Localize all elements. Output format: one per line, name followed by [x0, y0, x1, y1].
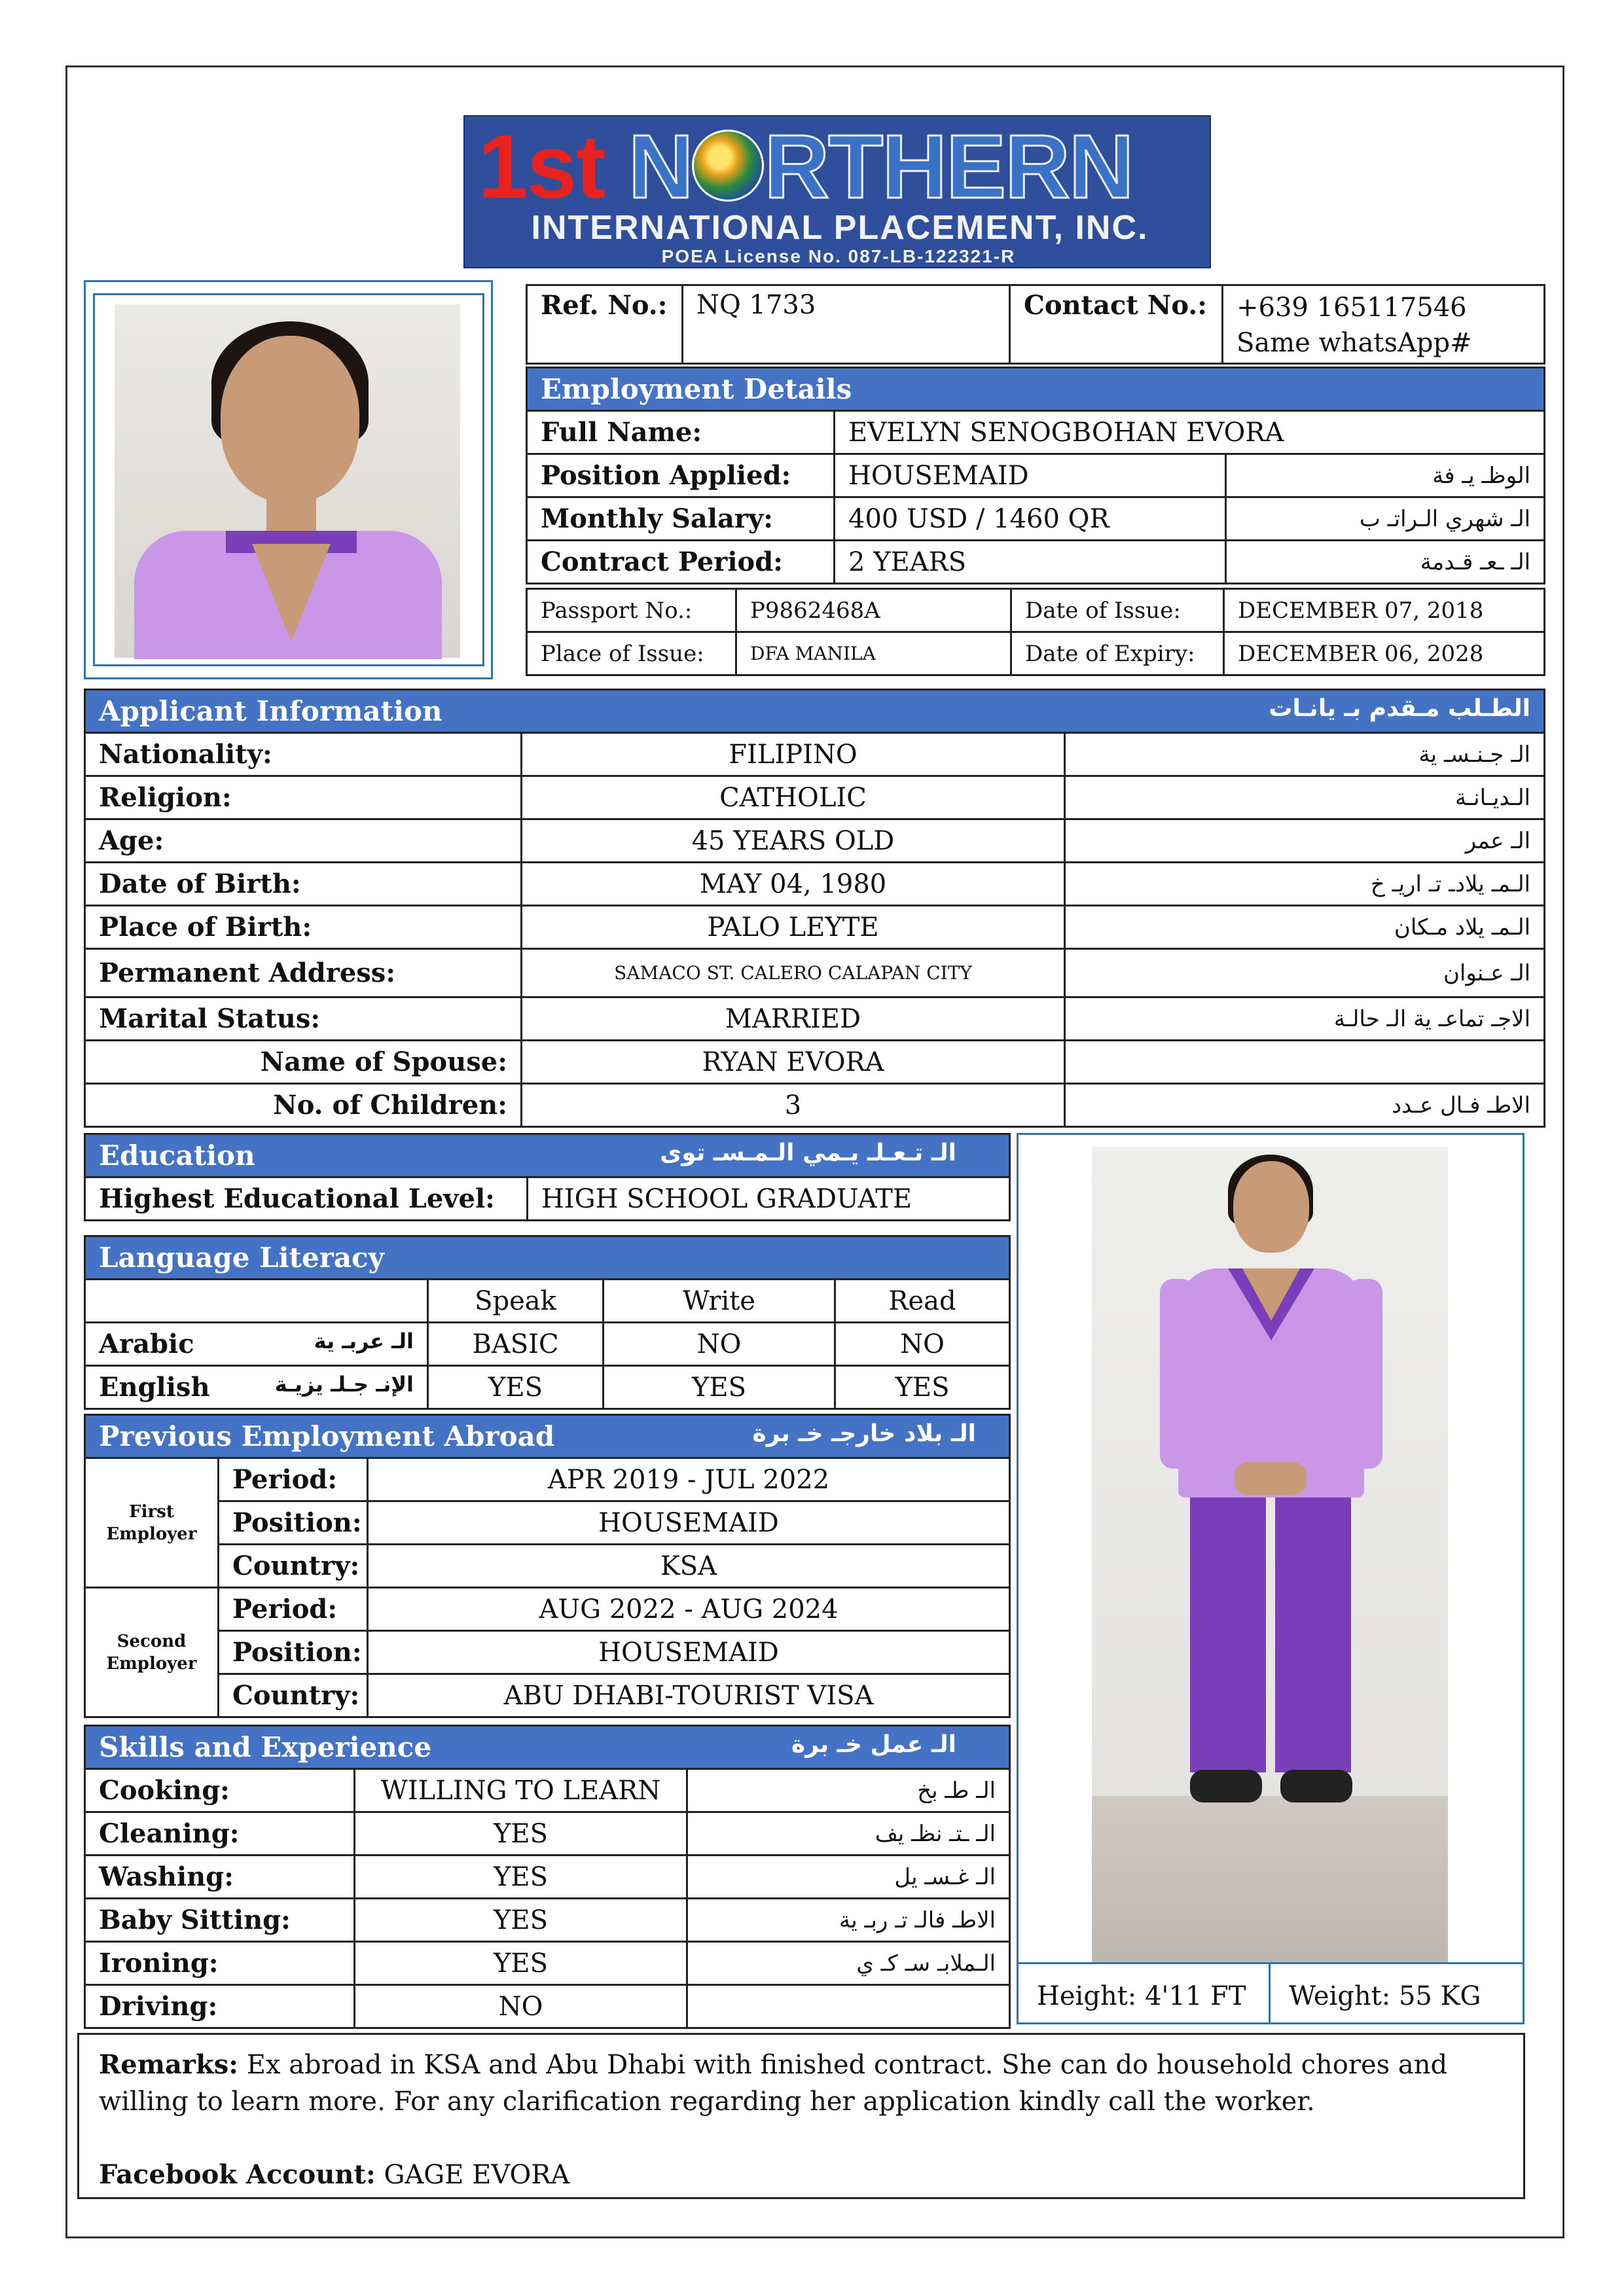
applicant-header-arabic: الطـلب مـقدم بـ يانـات: [1269, 695, 1531, 722]
facebook-value: GAGE EVORA: [384, 2160, 570, 2190]
measures-row: [1019, 1962, 1523, 2024]
expiry-date-value: DECEMBER 06, 2028: [1224, 632, 1545, 675]
employer-field-label: Period:: [219, 1588, 368, 1631]
education-header-arabic: الـ تـعـلـ يـمي الـمـسـ توى: [660, 1139, 957, 1166]
employment-header: Employment Details: [527, 368, 1545, 411]
employer-row: [85, 1458, 1010, 1501]
applicant-row: [85, 997, 1545, 1041]
applicant-row: [85, 863, 1545, 906]
skill-value: YES: [355, 1942, 687, 1985]
applicant-row: [85, 906, 1545, 949]
logo-n: N: [628, 117, 693, 217]
previous-header: Previous Employment Abroad الـ بلاد خارجـ خـ برة: [85, 1415, 1010, 1458]
applicant-value: CATHOLIC: [522, 776, 1065, 819]
employer-field-value: HOUSEMAID: [368, 1501, 1010, 1545]
ref-label: Ref. No.:: [527, 285, 683, 364]
logo-rthern: RTHERN: [764, 117, 1133, 217]
employer-row: [85, 1588, 1010, 1631]
applicant-label: Marital Status:: [85, 997, 522, 1041]
language-table: [84, 1235, 1011, 1410]
portrait-photo: [93, 293, 484, 666]
employer-field-label: Position:: [219, 1501, 368, 1545]
applicant-label: Place of Birth:: [85, 906, 522, 949]
employer-field-label: Period:: [219, 1458, 368, 1501]
employer-field-label: Position:: [219, 1631, 368, 1674]
skill-arabic: الاطـ فالـ تـ ربـ ية: [687, 1899, 1010, 1942]
skill-row: [85, 1942, 1010, 1985]
skill-row: [85, 1769, 1010, 1812]
skill-label: Ironing:: [85, 1942, 355, 1985]
employer-field-value: APR 2019 - JUL 2022: [368, 1458, 1010, 1501]
skill-arabic: الـملابـ سـ كـ ي: [687, 1942, 1010, 1985]
applicant-row: [85, 776, 1545, 819]
expiry-date-label: Date of Expiry:: [1011, 632, 1224, 675]
employer-row: [85, 1501, 1010, 1545]
skill-value: WILLING TO LEARN: [355, 1769, 687, 1812]
logo-1st: 1st: [478, 117, 605, 217]
skill-arabic: الـ غـسـ يل: [687, 1856, 1010, 1899]
facebook-label: Facebook Account:: [99, 2159, 376, 2190]
applicant-arabic: الـ عمر: [1065, 819, 1545, 863]
language-value: YES: [428, 1366, 604, 1409]
position-label: Position Applied:: [527, 454, 835, 497]
passport-table: [526, 588, 1545, 676]
employer-row: [85, 1674, 1010, 1717]
language-header: Language Literacy: [85, 1236, 1010, 1280]
remarks-label: Remarks:: [99, 2049, 239, 2080]
applicant-value: MARRIED: [522, 997, 1065, 1041]
spouse-arabic: [1065, 1041, 1545, 1084]
salary-arabic: الـ شهري الـراتـ ب: [1226, 497, 1545, 541]
applicant-value: SAMACO ST. CALERO CALAPAN CITY: [522, 949, 1065, 997]
employer-row: [85, 1631, 1010, 1674]
contract-value: 2 YEARS: [835, 541, 1226, 584]
applicant-value: FILIPINO: [522, 733, 1065, 776]
language-value: YES: [835, 1366, 1010, 1409]
logo-subtitle: INTERNATIONAL PLACEMENT, INC.: [531, 209, 1149, 247]
applicant-arabic: الـمـ يلاد مـكان: [1065, 906, 1545, 949]
previous-employment-table: [84, 1414, 1011, 1718]
applicant-value: 45 YEARS OLD: [522, 819, 1065, 863]
remarks-box: [77, 2033, 1525, 2199]
language-label: [85, 1323, 428, 1366]
applicant-label: Nationality:: [85, 733, 522, 776]
skill-label: Cleaning:: [85, 1812, 355, 1856]
language-value: YES: [604, 1366, 835, 1409]
education-header: Education الـ تـعـلـ يـمي الـمـسـ توى: [85, 1134, 1010, 1177]
skill-value: YES: [355, 1812, 687, 1856]
applicant-header: Applicant Information الطـلب مـقدم بـ يانـات: [85, 690, 1545, 733]
skill-value: YES: [355, 1899, 687, 1942]
employer-field-value: ABU DHABI-TOURIST VISA: [368, 1674, 1010, 1717]
children-arabic: الاطـ فـال عـدد: [1065, 1084, 1545, 1127]
ref-table: [526, 284, 1545, 365]
applicant-value: MAY 04, 1980: [522, 863, 1065, 906]
language-name: English: [99, 1372, 210, 1403]
remarks-text: Ex abroad in KSA and Abu Dhabi with finished contract. She can do household chores and willing to learn more. For any clarification regarding her application kindly call the worker.: [99, 2050, 1448, 2117]
applicant-label: Permanent Address:: [85, 949, 522, 997]
applicant-label: Age:: [85, 819, 522, 863]
spouse-label: Name of Spouse:: [85, 1041, 522, 1084]
skill-label: Washing:: [85, 1856, 355, 1899]
salary-label: Monthly Salary:: [527, 497, 835, 541]
employer-title: First Employer: [85, 1458, 219, 1588]
issue-place-value: DFA MANILA: [736, 632, 1011, 675]
language-value: NO: [835, 1323, 1010, 1366]
contact-label: Contact No.:: [1010, 285, 1223, 364]
skill-arabic: الـ ـتـ نظـ يف: [687, 1812, 1010, 1856]
contract-arabic: الـ ـعـ قـدمة: [1226, 541, 1545, 584]
height-value: Height: 4'11 FT: [1019, 1964, 1271, 2024]
language-value: BASIC: [428, 1323, 604, 1366]
language-name: Arabic: [99, 1329, 194, 1359]
skill-label: Cooking:: [85, 1769, 355, 1812]
skill-arabic: [687, 1985, 1010, 2028]
company-logo: [463, 115, 1211, 268]
col-write: Write: [604, 1280, 835, 1323]
salary-value: 400 USD / 1460 QR: [835, 497, 1226, 541]
full-name-label: Full Name:: [527, 411, 835, 454]
passport-no-value: P9862468A: [736, 589, 1011, 632]
language-label: [85, 1366, 428, 1409]
logo-license: POEA License No. 087-LB-122321-R: [661, 246, 1016, 266]
skills-header-arabic: الـ عمل خـ برة: [791, 1731, 957, 1758]
spouse-value: RYAN EVORA: [522, 1041, 1065, 1084]
col-speak: Speak: [428, 1280, 604, 1323]
applicant-row: [85, 733, 1545, 776]
skill-row: [85, 1899, 1010, 1942]
previous-header-arabic: الـ بلاد خارجـ خـ برة: [752, 1420, 977, 1447]
employer-row: [85, 1545, 1010, 1588]
applicant-arabic: الـديـانـة: [1065, 776, 1545, 819]
skill-value: NO: [355, 1985, 687, 2028]
applicant-arabic: الـمـ يلادـ تـ اريـ خ: [1065, 863, 1545, 906]
applicant-row: [85, 819, 1545, 863]
language-row: [85, 1366, 1010, 1409]
issue-date-value: DECEMBER 07, 2018: [1224, 589, 1545, 632]
col-read: Read: [835, 1280, 1010, 1323]
language-corner: [85, 1280, 428, 1323]
skill-row: [85, 1985, 1010, 2028]
employer-field-value: HOUSEMAID: [368, 1631, 1010, 1674]
contract-label: Contract Period:: [527, 541, 835, 584]
passport-no-label: Passport No.:: [527, 589, 736, 632]
skill-arabic: الـ طـ بخ: [687, 1769, 1010, 1812]
applicant-label: Date of Birth:: [85, 863, 522, 906]
applicant-table: [84, 689, 1545, 1128]
globe-icon: [692, 130, 764, 202]
education-level-label: Highest Educational Level:: [85, 1177, 528, 1221]
employment-table: [526, 367, 1545, 584]
applicant-arabic: الاجـ تماعـ ية الـ حالـة: [1065, 997, 1545, 1041]
children-value: 3: [522, 1084, 1065, 1127]
ref-value: NQ 1733: [683, 285, 1010, 364]
skill-row: [85, 1856, 1010, 1899]
language-arabic: الإنـ جـلـ يزيـة: [274, 1372, 414, 1397]
language-arabic: الـ عربـ ية: [314, 1329, 414, 1354]
language-value: NO: [604, 1323, 835, 1366]
position-arabic: الوظـ يـ فة: [1226, 454, 1545, 497]
applicant-label: Religion:: [85, 776, 522, 819]
position-value: HOUSEMAID: [835, 454, 1226, 497]
full-body-photo: [1017, 1133, 1525, 2024]
contact-value: +639 165117546 Same whatsApp#: [1223, 285, 1545, 364]
skill-label: Baby Sitting:: [85, 1899, 355, 1942]
employer-field-label: Country:: [219, 1545, 368, 1588]
employer-field-value: AUG 2022 - AUG 2024: [368, 1588, 1010, 1631]
employer-title: Second Employer: [85, 1588, 219, 1717]
language-row: [85, 1323, 1010, 1366]
full-name-value: EVELYN SENOGBOHAN EVORA: [835, 411, 1545, 454]
employer-field-value: KSA: [368, 1545, 1010, 1588]
children-label: No. of Children:: [85, 1084, 522, 1127]
applicant-row: [85, 949, 1545, 997]
issue-date-label: Date of Issue:: [1011, 589, 1224, 632]
applicant-arabic: الـ جـنـسـ ية: [1065, 733, 1545, 776]
weight-value: Weight: 55 KG: [1289, 1981, 1481, 2011]
skill-label: Driving:: [85, 1985, 355, 2028]
skill-row: [85, 1812, 1010, 1856]
applicant-arabic: الـ عـنوان: [1065, 949, 1545, 997]
issue-place-label: Place of Issue:: [527, 632, 736, 675]
skills-header: Skills and Experience الـ عمل خـ برة: [85, 1726, 1010, 1769]
skills-table: [84, 1725, 1011, 2029]
education-table: [84, 1133, 1011, 1221]
applicant-value: PALO LEYTE: [522, 906, 1065, 949]
employer-field-label: Country:: [219, 1674, 368, 1717]
skill-value: YES: [355, 1856, 687, 1899]
education-level-value: HIGH SCHOOL GRADUATE: [528, 1177, 1010, 1221]
